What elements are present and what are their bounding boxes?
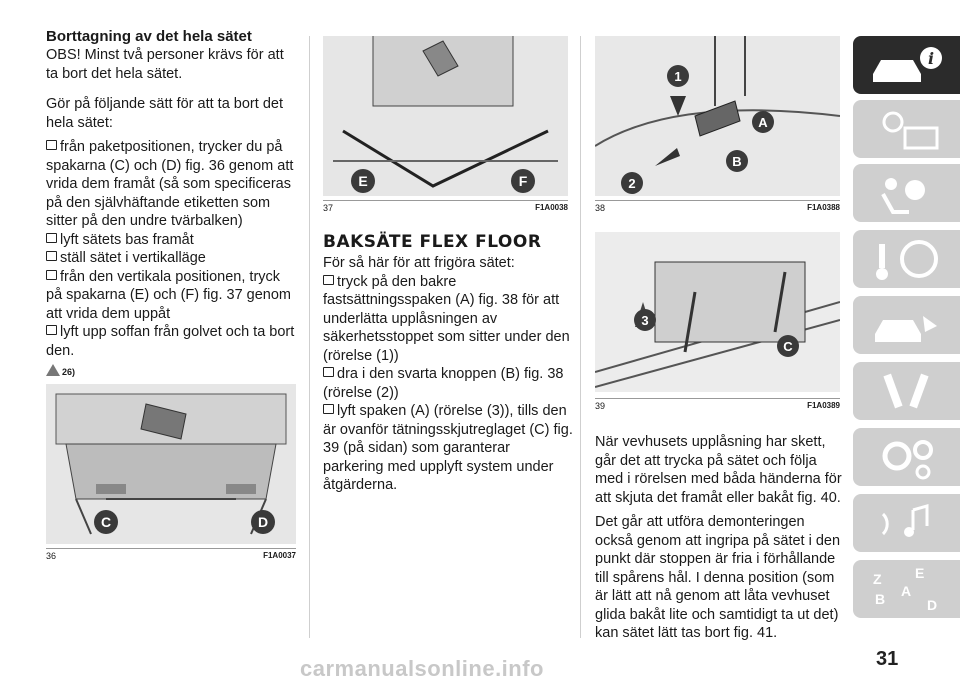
paragraph: Det går att utföra demonteringen också genom att ingripa på sätet i den punkt där stoppen är fria i förhållande till spårens hål. I denna position (som är lätt att nå genom att låta vevhuset glida bakåt lite och samtidigt ta ut det) kan sätet lätt tas bort fig. 41. [595, 514, 841, 641]
tab-crash[interactable] [853, 296, 960, 354]
divider [309, 36, 310, 638]
crash-icon [853, 296, 960, 354]
list-item: ställ sätet i vertikalläge [46, 249, 296, 268]
paragraph: OBS! Minst två personer krävs för att ta bort det hela sätet. [46, 47, 284, 82]
checkbox-bullet-icon [323, 275, 334, 285]
airbag-seat-icon [853, 164, 960, 222]
tab-airbag[interactable] [853, 164, 960, 222]
checkbox-bullet-icon [46, 233, 57, 243]
index-icon [853, 560, 960, 618]
svg-text:F: F [518, 173, 528, 189]
paragraph: Gör på följande sätt för att ta bort det hela sätet: [46, 96, 283, 131]
checkbox-bullet-icon [46, 325, 57, 335]
checkbox-bullet-icon [46, 270, 57, 280]
page-number: 31 [876, 648, 899, 670]
key-steering-icon [853, 230, 960, 288]
checkbox-bullet-icon [323, 367, 334, 377]
list-item: lyft upp soffan från golvet och ta bort den. [46, 324, 295, 359]
divider [580, 36, 581, 638]
list-item: lyft sätets bas framåt [46, 231, 296, 250]
section-title: BAKSÄTE FLEX FLOOR [323, 232, 542, 252]
svg-text:E: E [915, 565, 925, 581]
figure-caption: 39 F1A0389 [595, 398, 840, 411]
tab-media[interactable] [853, 494, 960, 552]
seat-illustration [323, 36, 568, 196]
figure-37 [323, 36, 568, 216]
figure-36 [46, 384, 296, 564]
paragraph: När vevhusets upplåsning har skett, går det att trycka på sätet och följa med i rörelsen med båda händerna för att skjuta det framåt eller bakåt fig. 40. [595, 434, 842, 506]
list-item: tryck på den bakre fastsättningsspaken (A) fig. 38 för att underlätta upplåsningen av säkerhetsstoppet som sitter under den (rörelse (1)) [323, 273, 570, 364]
gears-icon [853, 428, 960, 486]
tab-gears[interactable] [853, 428, 960, 486]
svg-text:A: A [901, 583, 912, 599]
svg-text:E: E [358, 173, 368, 189]
svg-text:B: B [732, 154, 742, 169]
list-item: från paketpositionen, trycker du på spakarna (C) och (D) fig. 36 genom att vrida dem framåt (så som specificeras på den självhäftande etiketten som sitter på den undre tvärbalken) [46, 139, 294, 229]
tab-key-steering[interactable] [853, 230, 960, 288]
svg-text:1: 1 [674, 69, 682, 84]
figure-caption: 37 F1A0038 [323, 200, 568, 213]
svg-text:Z: Z [873, 571, 882, 587]
svg-text:i: i [927, 49, 935, 68]
car-info-icon [853, 36, 960, 94]
svg-text:3: 3 [641, 313, 649, 328]
seat-illustration [46, 384, 296, 544]
checkbox-bullet-icon [46, 140, 57, 150]
figure-39 [595, 232, 840, 414]
lever-illustration [595, 36, 840, 196]
svg-text:C: C [100, 514, 112, 530]
tab-tools[interactable] [853, 362, 960, 420]
rail-illustration [595, 232, 840, 392]
paragraph: För så här för att frigöra sätet: [323, 255, 515, 271]
warning-triangle-icon [46, 364, 60, 376]
figure-caption: 38 F1A0388 [595, 200, 840, 213]
tab-index[interactable] [853, 560, 960, 618]
tab-warning-lights[interactable] [853, 100, 960, 158]
svg-text:2: 2 [628, 176, 636, 191]
column-2 [323, 232, 573, 495]
svg-text:A: A [758, 115, 768, 130]
figure-caption: 36 F1A0037 [46, 548, 296, 561]
tab-car-info[interactable] [853, 36, 960, 94]
checkbox-bullet-icon [323, 404, 334, 414]
media-icon [853, 494, 960, 552]
svg-text:D: D [257, 514, 269, 530]
warning-reference: 26) [46, 364, 296, 377]
heading: Borttagning av det hela sätet [46, 28, 252, 45]
list-item: dra i den svarta knoppen (B) fig. 38 (rörelse (2)) [323, 366, 564, 401]
tools-icon [853, 362, 960, 420]
warning-lights-icon [853, 100, 960, 158]
checkbox-bullet-icon [46, 251, 57, 261]
list-item: lyft spaken (A) (rörelse (3)), tills den är ovanför tätningsskjutreglaget (C) fig. 39 (på sidan) som garanterar parkering med upplyft system under åtgärderna. [323, 403, 573, 493]
svg-text:D: D [927, 597, 938, 613]
watermark: carmanualsonline.info [300, 656, 544, 681]
column-1 [46, 0, 296, 377]
column-3 [595, 433, 843, 649]
svg-text:B: B [875, 591, 886, 607]
figure-38 [595, 36, 840, 216]
svg-text:C: C [783, 339, 793, 354]
list-item: från den vertikala positionen, tryck på spakarna (E) och (F) fig. 37 genom att vrida dem uppåt [46, 268, 292, 322]
